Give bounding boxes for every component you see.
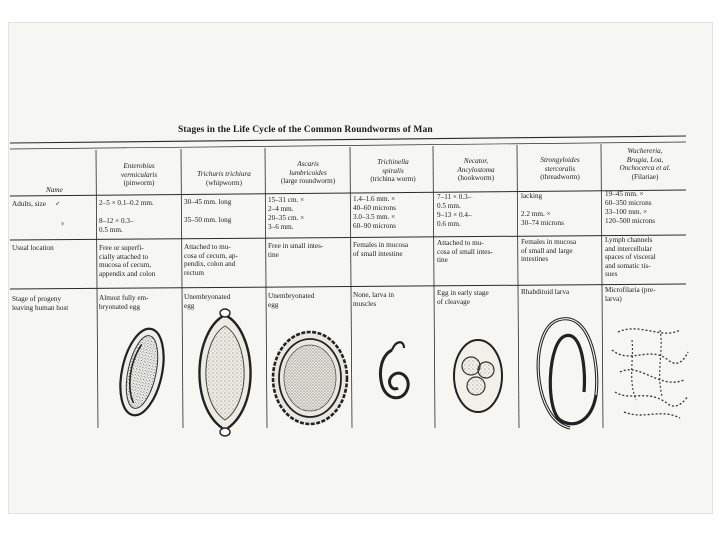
value-line: tine xyxy=(437,256,448,265)
ascaris-egg-drawing xyxy=(273,332,347,424)
row-label-usual-location: Usual location xyxy=(12,244,54,252)
value-line: 3–6 mm. xyxy=(268,222,294,231)
value-line: lacking xyxy=(521,192,543,200)
stage-label-line: leaving human host xyxy=(12,303,69,312)
scientific-name-line: Onchocerca et al. xyxy=(619,164,671,173)
value-line: 120–500 microns xyxy=(605,216,656,225)
value-line: 2.2 mm. × xyxy=(521,210,551,218)
scientific-name-line: Enterobius xyxy=(123,162,155,170)
value-line: 8–12 × 0.3– xyxy=(99,217,134,225)
male-symbol: ♂ xyxy=(54,200,61,208)
value-line: and somatic tis- xyxy=(605,261,651,270)
value-line: 33–100 mm. × xyxy=(605,208,648,216)
value-line: 20–35 cm. × xyxy=(268,214,305,222)
value-line: Almost fully em- xyxy=(99,294,149,302)
value-line: 3.0–3.5 mm. × xyxy=(353,213,396,221)
value-line: 2–5 × 0.1–0.2 mm. xyxy=(99,199,154,207)
value-line: 30–45 mm. long xyxy=(184,198,232,206)
hookworm-egg-drawing xyxy=(454,340,502,412)
value-line: Unembryonated xyxy=(184,293,231,301)
value-line: of small and large xyxy=(521,246,573,255)
microfilaria-drawing xyxy=(612,329,688,418)
value-line: 19–45 mm. × xyxy=(605,190,644,198)
value-line: Rhabditoid larva xyxy=(521,288,570,296)
value-line: 60–350 microns xyxy=(605,198,652,207)
trichuris-egg-drawing xyxy=(199,309,250,436)
value-line: cially attached to xyxy=(99,252,149,261)
scientific-name-line: Ascaris xyxy=(297,160,319,168)
value-line: Attached to mu- xyxy=(184,243,231,251)
value-line: Free in small intes- xyxy=(268,242,324,250)
rhabditoid-larva-drawing xyxy=(538,319,597,428)
value-line: spaces of visceral xyxy=(605,253,656,262)
value-line: Females in mucosa xyxy=(521,238,577,246)
value-line: 1.4–1.6 mm. × xyxy=(353,195,396,203)
scientific-name-line: stercoralis xyxy=(544,164,576,173)
common-name: (whipworm) xyxy=(206,178,242,187)
trichinella-larva-drawing xyxy=(380,342,408,398)
value-line: Free or superfi- xyxy=(99,244,144,252)
value-line: Unembryonated xyxy=(268,292,315,300)
value-line: Egg in early stage xyxy=(437,289,489,297)
scientific-name-line: Trichuris trichiura xyxy=(197,170,251,178)
scientific-name-line: Ancylostoma xyxy=(457,165,495,174)
value-line: rectum xyxy=(184,268,204,277)
scientific-name-line: Trichinella xyxy=(377,158,409,166)
common-name: (pinworm) xyxy=(123,179,155,188)
scientific-name-line: Wuchereria, xyxy=(627,147,663,155)
value-line: and intercellular xyxy=(605,244,652,253)
value-line: 0.6 mm. xyxy=(437,219,461,228)
value-line: muscles xyxy=(353,299,377,308)
value-line: bryonated egg xyxy=(99,302,140,311)
value-line: appendix and colon xyxy=(99,269,156,278)
value-line: cosa of small intes- xyxy=(437,247,493,256)
scientific-name-line: spiralis xyxy=(382,166,404,175)
value-line: 2–4 mm. xyxy=(268,204,294,213)
scientific-name-line: Brugia, Loa, xyxy=(626,155,664,164)
value-line: pendix, colon and xyxy=(184,260,236,269)
value-line: 15–31 cm. × xyxy=(268,196,305,204)
adults-size-label: Adults, size xyxy=(12,200,46,208)
value-line: 35–50 mm. long xyxy=(184,216,232,224)
common-name: (threadworm) xyxy=(540,173,580,182)
value-line: 7–11 × 0.3– xyxy=(437,193,472,201)
scientific-name-line: Necator, xyxy=(463,157,489,165)
value-line: 9–13 × 0.4– xyxy=(437,211,472,219)
female-symbol: ♀ xyxy=(60,220,66,228)
value-line: tine xyxy=(268,250,279,259)
value-line: cosa of cecum, ap- xyxy=(184,251,238,260)
value-line: Microfilaria (pre- xyxy=(605,286,656,294)
scientific-name-line: Strongyloides xyxy=(540,156,580,164)
value-line: 0.5 mm. xyxy=(437,201,461,210)
common-name: (large roundworm) xyxy=(280,177,336,186)
value-line: egg xyxy=(184,301,195,310)
scientific-name-line: lumbricoides xyxy=(289,168,327,177)
row-label-name: Name xyxy=(46,186,63,194)
document-title: Stages in the Life Cycle of the Common Roundworms of Man xyxy=(178,125,433,135)
value-line: of small intestine xyxy=(353,249,403,258)
stage-label-line: Stage of progeny xyxy=(12,295,62,303)
common-name: (Filariae) xyxy=(631,172,659,181)
scientific-name-line: vermicularis xyxy=(120,170,158,179)
value-line: larva) xyxy=(605,294,622,303)
value-line: 30–74 microns xyxy=(521,218,564,227)
value-line: sues xyxy=(605,270,618,279)
value-line: intestines xyxy=(521,255,549,264)
common-name: (hookworm) xyxy=(458,174,494,183)
value-line: Attached to mu- xyxy=(437,239,484,247)
value-line: egg xyxy=(268,300,279,309)
value-line: mucosa of cecum, xyxy=(99,261,152,270)
value-line: 60–90 microns xyxy=(353,221,396,230)
value-line: of cleavage xyxy=(437,297,470,306)
value-line: 40–60 microns xyxy=(353,203,396,212)
common-name: (trichina worm) xyxy=(370,175,416,184)
value-line: Lymph channels xyxy=(605,236,653,244)
enterobius-egg-drawing xyxy=(113,325,170,419)
value-line: None, larva in xyxy=(353,291,394,299)
value-line: 0.5 mm. xyxy=(99,225,123,234)
value-line: Females in mucosa xyxy=(353,241,409,249)
